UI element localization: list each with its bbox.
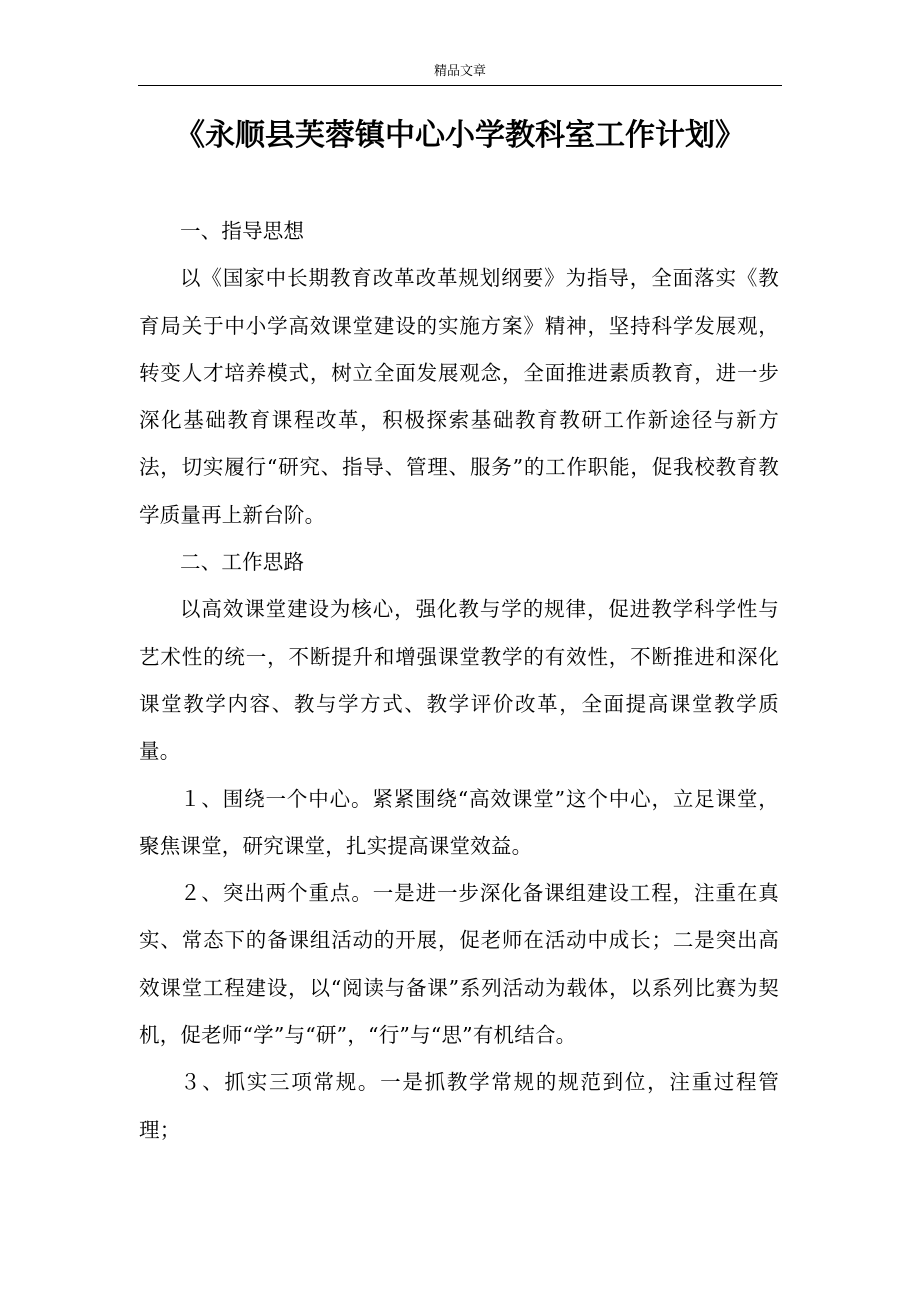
header-label: 精品文章 [433, 64, 486, 79]
paragraph-guiding-ideology: 以《国家中长期教育改革改革规划纲要》为指导，全面落实《教育局关于中小学高效课堂建设的实施方案》精神，坚持科学发展观，转变人才培养模式，树立全面发展观念，全面推进素质教育，进一步深化基础教育课程改革，积极探索基础教育教研工作新途径与新方法，切实履行“研究、指导、管理、服务”的工作职能，促我校教育教学质量再上新台阶。 [139, 266, 779, 527]
header-rule [138, 85, 782, 86]
document-title: 《永顺县芙蓉镇中心小学教科室工作计划》 [175, 118, 745, 153]
paragraph-item-1: １、围绕一个中心。紧紧围绕“高效课堂”这个中心，立足课堂，聚焦课堂，研究课堂，扎实提高课堂效益。 [139, 786, 779, 858]
section-heading-work-approach: 二、工作思路 [180, 550, 305, 575]
document-body [139, 208, 779, 1154]
paragraph-item-2: ２、突出两个重点。一是进一步深化备课组建设工程，注重在真实、常态下的备课组活动的开展，促老师在活动中成长；二是突出高效课堂工程建设，以“阅读与备课”系列活动为载体，以系列比赛为契机，促老师“学”与“研”，“行”与“思”有机结合。 [139, 881, 779, 1048]
paragraph-work-approach: 以高效课堂建设为核心，强化教与学的规律，促进教学科学性与艺术性的统一，不断提升和增强课堂教学的有效性，不断推进和深化课堂教学内容、教与学方式、教学评价改革，全面提高课堂教学质量。 [139, 597, 779, 764]
section-heading-guiding-ideology: 一、指导思想 [180, 219, 305, 243]
paragraph-item-3: ３、抓实三项常规。一是抓教学常规的规范到位，注重过程管理； [139, 1070, 779, 1142]
